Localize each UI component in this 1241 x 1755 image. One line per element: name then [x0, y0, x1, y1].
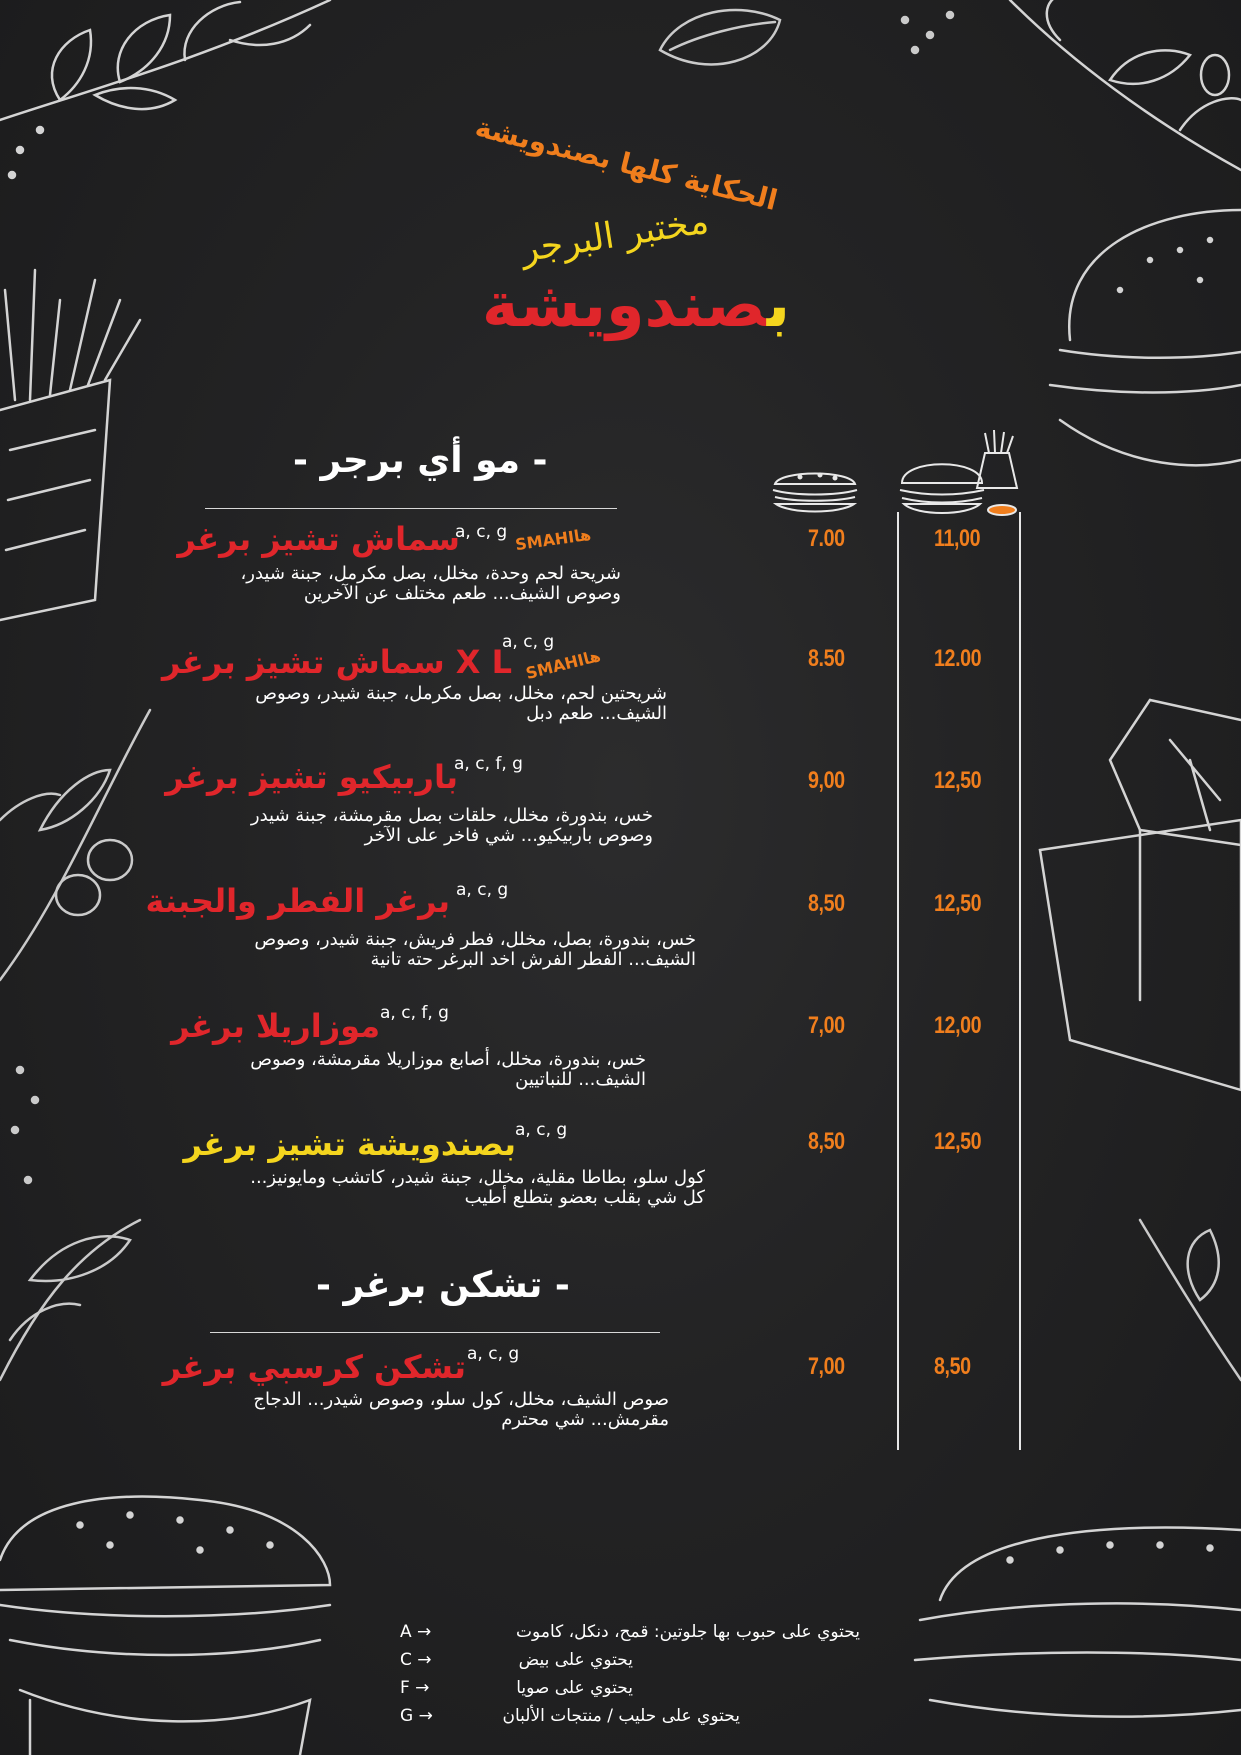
- legend-code: C →: [400, 1650, 432, 1670]
- section-title-beef: - مو أي برجر -: [293, 440, 548, 481]
- price-single: 7.00: [808, 525, 845, 552]
- item-description-line: كول سلو، بطاطا مقلية، مخلل، جبنة شيدر، كاتشب ومايونيز...: [250, 1167, 705, 1188]
- sandwich-icon: [770, 462, 860, 517]
- brand-tagline: الحكاية كلها بصندويشة: [472, 110, 781, 217]
- item-allergens: a, c, g: [455, 522, 508, 542]
- legend-text: يحتوي على بيض: [518, 1650, 633, 1670]
- leaf-icon: [1140, 1220, 1241, 1380]
- item-badge: SMAHIها: [514, 524, 593, 555]
- price-column-divider: [897, 512, 899, 1450]
- legend-text: يحتوي على صويا: [516, 1678, 633, 1698]
- price-combo: 8,50: [934, 1353, 971, 1380]
- item-name: [184, 1125, 516, 1163]
- item-description-line: خس، بندورة، مخلل، حلقات بصل مقرمشة، جبنة شيدر: [250, 805, 653, 826]
- item-name: برغر الفطر والجبنة: [145, 882, 450, 920]
- brand-logo: [482, 268, 790, 341]
- price-single: 7,00: [808, 1012, 845, 1039]
- item-description-line: شريحتين لحم، مخلل، بصل مكرمل، جبنة شيدر، وصوص: [255, 683, 667, 704]
- item-name: سماش تشيز برغر: [177, 520, 460, 558]
- legend-row: [400, 1678, 860, 1706]
- item-allergens: a, c, g: [467, 1344, 520, 1364]
- item-description-line: وصوص باربيكيو... شي فاخر على الآخر: [364, 825, 653, 846]
- item-description: [240, 564, 621, 604]
- item-description-line: الشيف... الفطر الفرش اخد البرغر حته تانية: [370, 949, 696, 970]
- item-description: [250, 1168, 705, 1208]
- item-allergens: a, c, g: [456, 880, 509, 900]
- item-name: تشكن كرسبي برغر: [162, 1348, 466, 1386]
- item-name: X L سماش تشيز برغر: [162, 643, 512, 681]
- leaf-icon: [660, 10, 953, 64]
- section-divider: [205, 508, 617, 509]
- brand-subtitle: مختبر البرجر: [517, 200, 712, 271]
- legend-row: [400, 1706, 860, 1734]
- price-single: 8.50: [808, 645, 845, 672]
- item-description-line: خس، بندورة، مخلل، أصابع موزاريلا مقرمشة، وصوص: [250, 1049, 646, 1070]
- price-combo: 11,00: [934, 525, 981, 552]
- price-column-divider: [1019, 512, 1021, 1450]
- section-divider: [210, 1332, 660, 1333]
- price-single: 8,50: [808, 1128, 845, 1155]
- item-badge: SMAHIها: [523, 646, 603, 683]
- item-description-line: شريحة لحم وحدة، مخلل، بصل مكرمل، جبنة شيدر،: [240, 563, 621, 584]
- legend-text: يحتوي على حليب / منتجات الألبان: [502, 1706, 740, 1726]
- price-combo: 12,50: [934, 1128, 982, 1155]
- item-allergens: a, c, g: [502, 632, 555, 652]
- price-combo: 12,50: [934, 767, 982, 794]
- item-allergens: a, c, g: [515, 1120, 568, 1140]
- item-description-line: مقرمش... شي محترم: [501, 1409, 669, 1430]
- allergen-legend: [400, 1622, 860, 1734]
- legend-code: G →: [400, 1706, 433, 1726]
- item-allergens: a, c, f, g: [454, 754, 523, 774]
- legend-row: [400, 1650, 860, 1678]
- burger-sketch-icon: [0, 1497, 330, 1755]
- legend-row: [400, 1622, 860, 1650]
- item-description-line: وصوص الشيف... طعم مختلف عن الآخرين: [303, 583, 621, 604]
- legend-text: يحتوي على حبوب بها جلوتين: قمح، دنكل، كاموت: [516, 1622, 860, 1642]
- item-description-line: صوص الشيف، مخلل، كول سلو، وصوص شيدر... الدجاج: [253, 1389, 669, 1410]
- fries-sketch-icon: [0, 270, 140, 620]
- section-title-chicken: - تشكن برغر -: [316, 1265, 570, 1306]
- olive-branch-icon: [0, 0, 330, 178]
- item-description: [255, 684, 667, 724]
- item-description-line: كل شي بقلب بعضو بتطلع أطيب: [464, 1187, 705, 1208]
- item-name-rest: صندويشة تشيز برغر: [183, 1125, 504, 1163]
- brand-name-rest: صندويشة: [482, 268, 767, 341]
- legend-code: A →: [400, 1622, 432, 1642]
- price-combo: 12.00: [934, 645, 982, 672]
- item-description-line: الشيف... للنباتيين: [515, 1069, 646, 1090]
- item-description-line: الشيف... طعم دبل: [526, 703, 667, 724]
- burger-fries-drink-icon: [897, 428, 1022, 518]
- item-name: باربيكيو تشيز برغر: [165, 758, 458, 796]
- leaf-icon: [0, 1220, 140, 1380]
- price-single: 7,00: [808, 1353, 845, 1380]
- item-allergens: a, c, f, g: [380, 1003, 449, 1023]
- sandwich-sketch-icon: [915, 1528, 1241, 1717]
- price-single: 8,50: [808, 890, 845, 917]
- olive-branch-icon: [1010, 0, 1241, 170]
- price-combo: 12,00: [934, 1012, 982, 1039]
- price-combo: 12,50: [934, 890, 982, 917]
- item-description: [254, 930, 696, 970]
- takeaway-box-icon: [1040, 700, 1241, 1090]
- item-description-line: خس، بندورة، بصل، مخلل، فطر فريش، جبنة شيدر، وصوص: [254, 929, 696, 950]
- item-description: [250, 1050, 646, 1090]
- olive-branch-icon: [0, 710, 150, 1183]
- item-name: موزاريلا برغر: [171, 1007, 380, 1045]
- item-description: [251, 806, 653, 846]
- item-name-highlight: ب: [503, 1125, 516, 1163]
- price-single: 9,00: [808, 767, 845, 794]
- legend-code: F →: [400, 1678, 430, 1698]
- item-description: [253, 1390, 669, 1430]
- burger-sketch-icon: [1050, 210, 1241, 465]
- brand-first-letter: ب: [766, 268, 791, 341]
